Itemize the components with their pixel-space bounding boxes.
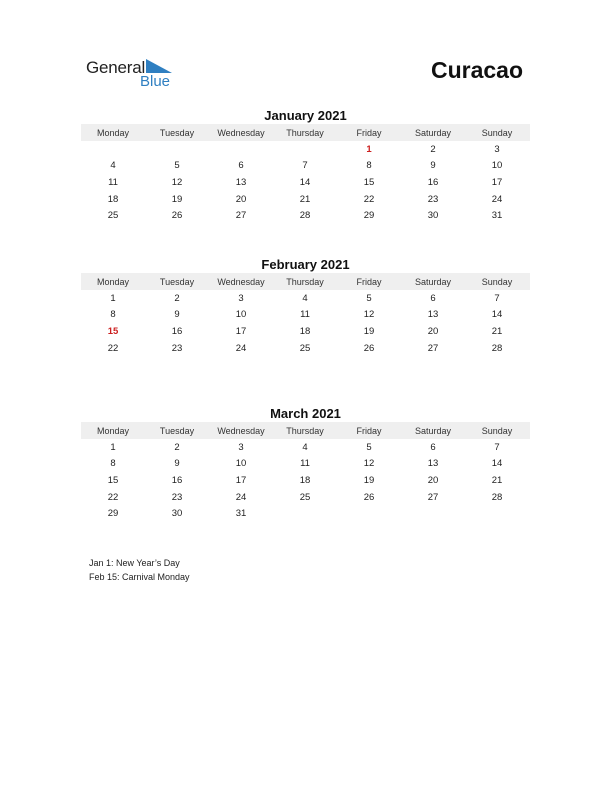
day-cell: 4 (302, 441, 308, 453)
day-cell: 28 (299, 210, 311, 222)
day-cell: 26 (363, 342, 375, 354)
day-cell: 4 (302, 292, 308, 304)
day-cell: 8 (366, 160, 372, 172)
weekday-label: Tuesday (159, 425, 195, 436)
day-cell: 17 (491, 176, 503, 188)
weekday-label: Thursday (286, 276, 324, 287)
week-row (81, 505, 530, 522)
month-weeks (81, 439, 530, 522)
weekday-label: Wednesday (217, 425, 265, 436)
weekday-label: Tuesday (159, 127, 195, 138)
day-cell: 21 (491, 474, 503, 486)
weekday-label: Friday (356, 276, 382, 287)
day-cell: 17 (235, 474, 247, 486)
day-cell: 19 (363, 474, 375, 486)
day-cell: 21 (491, 325, 503, 337)
day-cell: 8 (110, 458, 116, 470)
weekday-header-row (81, 124, 530, 141)
day-cell: 20 (235, 193, 247, 205)
day-cell: 28 (491, 342, 503, 354)
weekday-label: Monday (96, 127, 130, 138)
day-cell: 12 (363, 309, 375, 321)
day-cell: 25 (299, 342, 311, 354)
weekday-label: Sunday (481, 127, 513, 138)
weekday-label: Saturday (414, 127, 452, 138)
logo-blue-text: Blue (140, 73, 171, 90)
day-cell: 9 (430, 160, 436, 172)
week-row (81, 174, 530, 191)
generalblue-logo (86, 58, 186, 92)
month-weeks (81, 141, 530, 224)
day-cell: 7 (494, 292, 500, 304)
weekday-label: Friday (356, 425, 382, 436)
day-cell: 16 (171, 474, 183, 486)
day-cell: 23 (171, 342, 183, 354)
day-cell: 7 (494, 441, 500, 453)
day-cell: 4 (110, 160, 116, 172)
month-march (81, 405, 530, 522)
day-cell: 14 (299, 176, 311, 188)
day-cell: 14 (491, 309, 503, 321)
week-row (81, 456, 530, 473)
weekday-label: Saturday (414, 276, 452, 287)
holiday-note: Jan 1: New Year’s Day (89, 558, 180, 568)
day-cell: 19 (363, 325, 375, 337)
day-cell: 10 (491, 160, 503, 172)
weekday-label: Sunday (481, 425, 513, 436)
day-cell: 29 (363, 210, 375, 222)
day-cell: 20 (427, 325, 439, 337)
week-row (81, 307, 530, 324)
week-row (81, 141, 530, 158)
day-cell: 30 (427, 210, 439, 222)
day-cell: 22 (107, 342, 119, 354)
day-cell: 29 (107, 508, 119, 520)
day-cell: 26 (171, 210, 183, 222)
day-cell: 16 (171, 325, 183, 337)
day-cell: 5 (366, 441, 372, 453)
day-cell: 25 (299, 491, 311, 503)
day-cell: 13 (427, 458, 439, 470)
weekday-label: Monday (96, 276, 130, 287)
week-row (81, 489, 530, 506)
day-cell: 21 (299, 193, 311, 205)
day-cell: 27 (235, 210, 247, 222)
day-cell: 3 (494, 143, 500, 155)
day-cell: 10 (235, 309, 247, 321)
day-cell: 12 (363, 458, 375, 470)
day-cell: 14 (491, 458, 503, 470)
day-cell: 3 (238, 292, 244, 304)
weekday-header-row (81, 422, 530, 439)
week-row (81, 340, 530, 357)
day-cell: 15 (107, 474, 119, 486)
holiday-note: Feb 15: Carnival Monday (89, 572, 190, 582)
day-cell: 22 (363, 193, 375, 205)
day-cell: 11 (300, 309, 310, 321)
day-cell: 26 (363, 491, 375, 503)
month-title: February 2021 (261, 257, 350, 272)
day-cell: 2 (430, 143, 436, 155)
day-cell: 9 (174, 309, 180, 321)
day-cell: 9 (174, 458, 180, 470)
day-cell: 6 (430, 441, 436, 453)
day-cell: 28 (491, 491, 503, 503)
month-january (81, 107, 530, 224)
day-cell: 23 (427, 193, 439, 205)
day-cell: 15 (107, 325, 119, 337)
day-cell: 5 (174, 160, 180, 172)
day-cell: 11 (108, 176, 118, 188)
week-row (81, 439, 530, 456)
day-cell: 20 (427, 474, 439, 486)
week-row (81, 472, 530, 489)
day-cell: 31 (491, 210, 503, 222)
weekday-label: Friday (356, 127, 382, 138)
day-cell: 24 (491, 193, 503, 205)
weekday-label: Tuesday (159, 276, 195, 287)
day-cell: 30 (171, 508, 183, 520)
day-cell: 15 (363, 176, 375, 188)
country-title: Curacao (430, 57, 523, 83)
weekday-label: Wednesday (217, 127, 265, 138)
day-cell: 24 (235, 491, 247, 503)
day-cell: 31 (235, 508, 247, 520)
week-row (81, 323, 530, 340)
week-row (81, 191, 530, 208)
day-cell: 7 (302, 160, 308, 172)
day-cell: 6 (430, 292, 436, 304)
day-cell: 23 (171, 491, 183, 503)
day-cell: 6 (238, 160, 244, 172)
logo-general-text: General (86, 58, 146, 77)
day-cell: 10 (235, 458, 247, 470)
day-cell: 27 (427, 491, 439, 503)
month-february (81, 256, 530, 356)
weekday-label: Monday (96, 425, 130, 436)
month-title: January 2021 (264, 108, 347, 123)
week-row (81, 290, 530, 307)
month-title: March 2021 (270, 406, 341, 421)
day-cell: 17 (235, 325, 247, 337)
day-cell: 16 (427, 176, 439, 188)
day-cell: 25 (107, 210, 119, 222)
day-cell: 12 (171, 176, 183, 188)
day-cell: 8 (110, 309, 116, 321)
holiday-notes (89, 556, 190, 584)
day-cell: 19 (171, 193, 183, 205)
day-cell: 11 (300, 458, 310, 470)
day-cell: 3 (238, 441, 244, 453)
day-cell: 27 (427, 342, 439, 354)
day-cell: 13 (427, 309, 439, 321)
weekday-label: Thursday (286, 425, 324, 436)
day-cell: 18 (299, 474, 311, 486)
day-cell: 1 (366, 143, 372, 155)
week-row (81, 207, 530, 224)
weekday-label: Thursday (286, 127, 324, 138)
weekday-header-row (81, 273, 530, 290)
weekday-label: Saturday (414, 425, 452, 436)
weekday-label: Wednesday (217, 276, 265, 287)
day-cell: 24 (235, 342, 247, 354)
day-cell: 1 (110, 441, 116, 453)
week-row (81, 158, 530, 175)
day-cell: 22 (107, 491, 119, 503)
day-cell: 2 (174, 292, 180, 304)
weekday-label: Sunday (481, 276, 513, 287)
day-cell: 5 (366, 292, 372, 304)
day-cell: 1 (110, 292, 116, 304)
day-cell: 13 (235, 176, 247, 188)
day-cell: 18 (107, 193, 119, 205)
day-cell: 18 (299, 325, 311, 337)
month-weeks (81, 290, 530, 356)
day-cell: 2 (174, 441, 180, 453)
